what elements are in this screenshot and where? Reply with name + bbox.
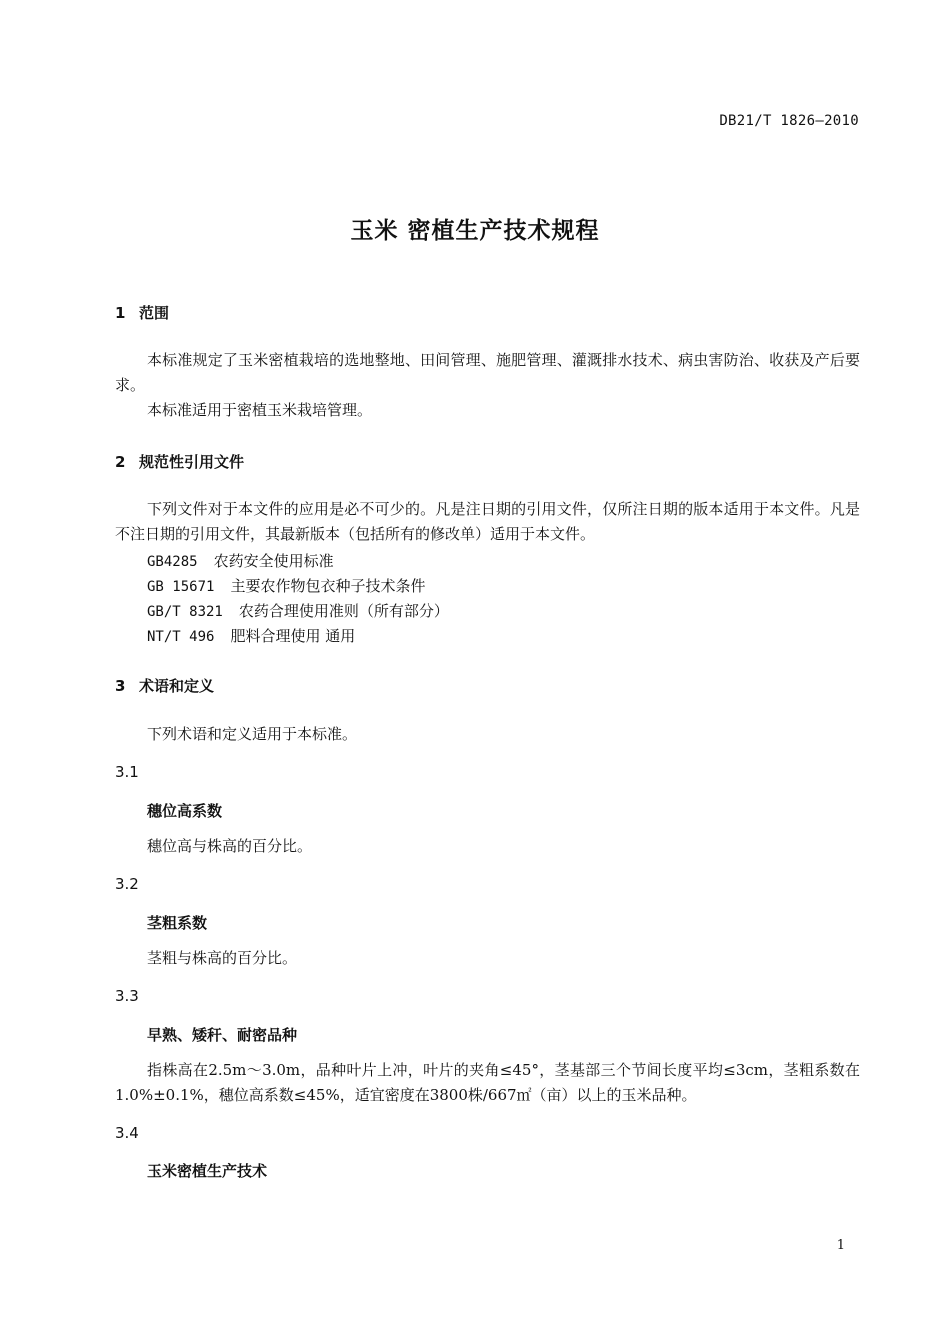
references-paragraph: 下列文件对于本文件的应用是必不可少的。凡是注日期的引用文件，仅所注日期的版本适用于本文件。凡是不注日期的引用文件，其最新版本（包括所有的修改单）适用于本文件。 [115, 500, 860, 543]
reference-code: NT/T 496 [147, 629, 215, 645]
term-name: 玉米密植生产技术 [147, 1162, 268, 1180]
reference-title: 农药安全使用标准 [213, 552, 334, 570]
reference-title: 农药合理使用准则（所有部分） [238, 602, 449, 620]
section-number: 3 [115, 677, 126, 695]
scope-paragraph-1: 本标准规定了玉米密植栽培的选地整地、田间管理、施肥管理、灌溉排水技术、病虫害防治、收获及产后要求。 [115, 351, 860, 394]
section-title: 术语和定义 [139, 677, 215, 695]
reference-item [147, 600, 449, 621]
reference-code: GB4285 [147, 554, 198, 570]
term-name: 茎粗系数 [147, 914, 208, 932]
section-3-heading [115, 675, 214, 696]
page-number: 1 [836, 1238, 845, 1253]
section-2-heading [115, 451, 244, 472]
reference-item [147, 625, 355, 646]
reference-title: 肥料合理使用 通用 [230, 627, 356, 645]
term-number: 3.4 [115, 1124, 139, 1142]
reference-title: 主要农作物包衣种子技术条件 [230, 577, 426, 595]
term-number: 3.1 [115, 763, 139, 781]
scope-paragraph-2: 本标准适用于密植玉米栽培管理。 [147, 401, 373, 419]
term-name: 穗位高系数 [147, 802, 223, 820]
term-name: 早熟、矮秆、耐密品种 [147, 1026, 298, 1044]
section-1-heading [115, 302, 169, 323]
term-definition: 茎粗与株高的百分比。 [147, 949, 298, 967]
term-definition: 指株高在2.5m～3.0m，品种叶片上冲，叶片的夹角≤45°，茎基部三个节间长度平均≤3cm，茎粗系数在1.0%±0.1%，穗位高系数≤45%，适宜密度在3800株/667㎡（亩）以上的玉米品种。 [115, 1061, 860, 1104]
reference-code: GB/T 8321 [147, 604, 223, 620]
document-title: 玉米 密植生产技术规程 [350, 218, 600, 244]
reference-item [147, 575, 425, 596]
section-title: 范围 [139, 304, 170, 322]
standard-code: DB21/T 1826—2010 [719, 113, 859, 129]
reference-item [147, 550, 334, 571]
reference-code: GB 15671 [147, 579, 215, 595]
term-definition: 穗位高与株高的百分比。 [147, 837, 313, 855]
section-number: 2 [115, 453, 126, 471]
term-number: 3.2 [115, 875, 139, 893]
term-number: 3.3 [115, 987, 139, 1005]
section-number: 1 [115, 304, 126, 322]
section-title: 规范性引用文件 [139, 453, 245, 471]
terms-intro-paragraph: 下列术语和定义适用于本标准。 [147, 725, 358, 743]
